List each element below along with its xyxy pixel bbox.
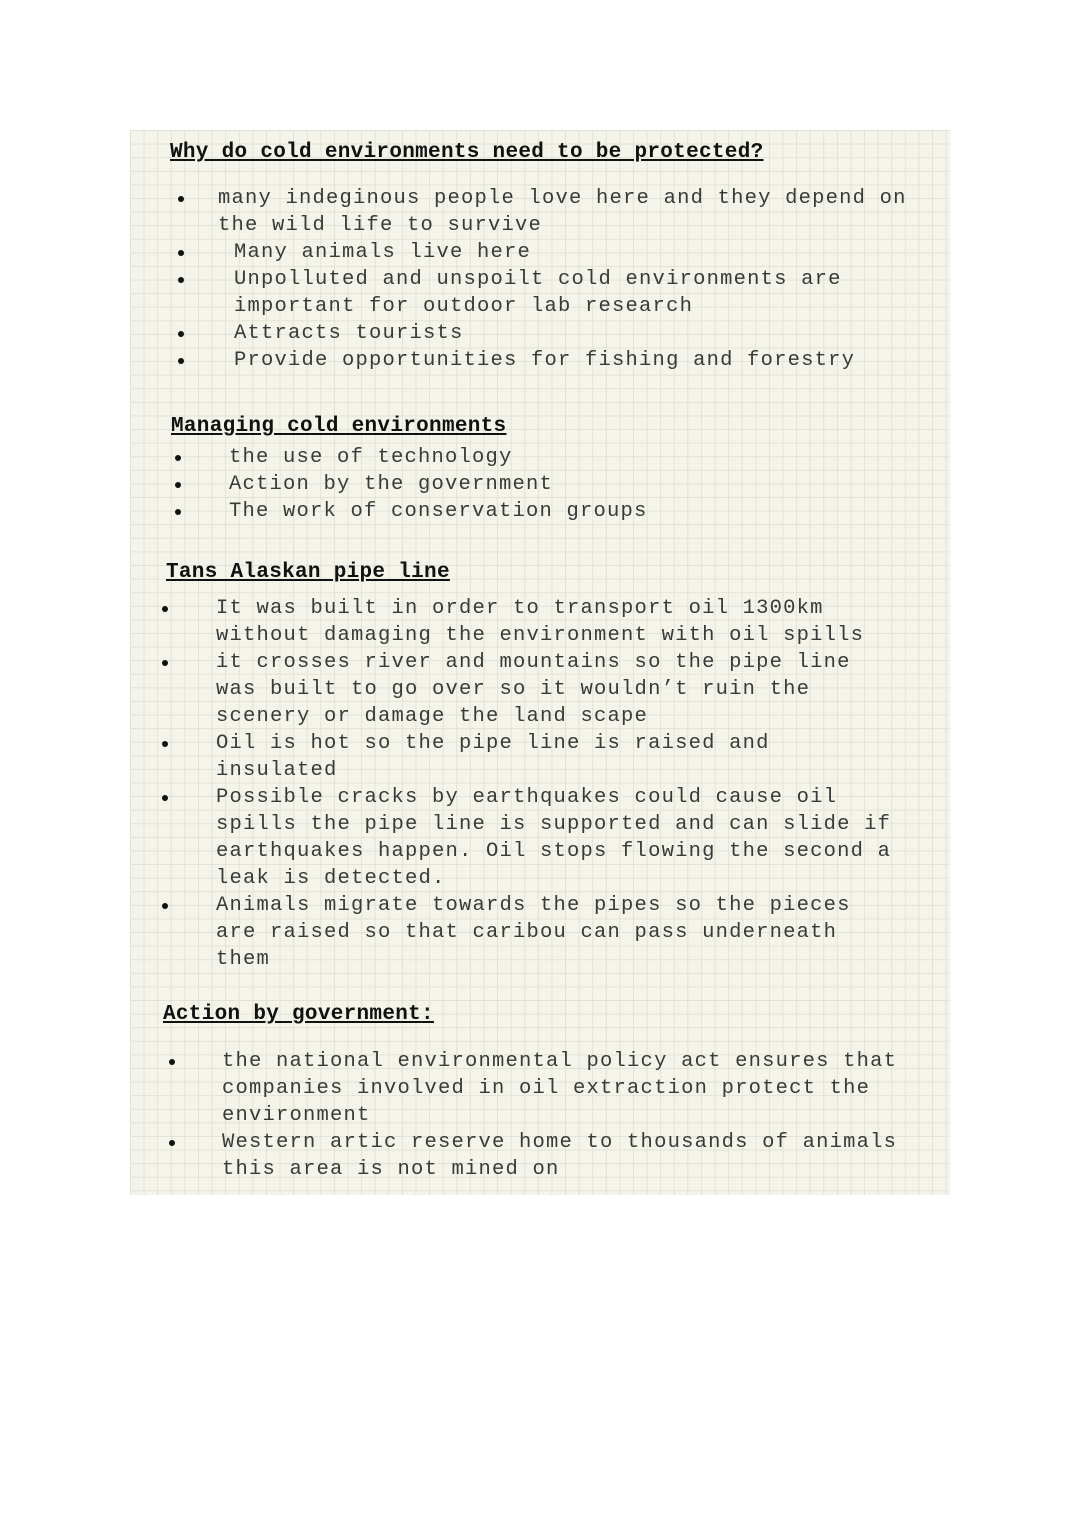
list-item-text: many indeginous people love here and they depend on the wild life to survive xyxy=(218,187,907,237)
section-pipeline xyxy=(166,561,450,584)
list-item xyxy=(162,730,891,784)
bullet-icon xyxy=(178,358,184,364)
list-item xyxy=(162,892,891,973)
list-item xyxy=(162,595,891,649)
bullet-icon xyxy=(178,277,184,283)
section-heading-text: Action by government xyxy=(163,1003,422,1026)
bullet-icon xyxy=(162,606,168,612)
section-heading xyxy=(163,1003,434,1026)
list-item xyxy=(178,266,907,320)
list-item-text: Action by the government xyxy=(229,473,554,496)
list-item xyxy=(178,239,907,266)
bullet-list-government xyxy=(169,1048,897,1183)
list-item xyxy=(175,444,648,471)
list-item-text: Provide opportunities for fishing and forestry xyxy=(234,349,856,372)
list-item-text: Oil is hot so the pipe line is raised and insulated xyxy=(216,732,770,782)
section-why-protect xyxy=(170,141,764,164)
list-item xyxy=(169,1129,897,1183)
list-item-text: it crosses river and mountains so the pipe line was built to go over so it wouldn’t ruin the scenery or damage the land scape xyxy=(216,651,851,728)
list-item-text: the use of technology xyxy=(229,446,513,469)
bullet-list-managing xyxy=(175,444,648,525)
bullet-icon xyxy=(178,196,184,202)
bullet-icon xyxy=(162,741,168,747)
list-item-text: Unpolluted and unspoilt cold environments are important for outdoor lab research xyxy=(234,268,842,318)
bullet-icon xyxy=(169,1140,175,1146)
bullet-icon xyxy=(175,455,181,461)
bullet-icon xyxy=(175,482,181,488)
heading-suffix: : xyxy=(421,1003,434,1026)
bullet-icon xyxy=(162,660,168,666)
list-item-text: Attracts tourists xyxy=(234,322,464,345)
list-item xyxy=(178,347,907,374)
list-item xyxy=(175,498,648,525)
bullet-icon xyxy=(162,795,168,801)
section-heading: Why do cold environments need to be protected? xyxy=(170,141,764,164)
bullet-icon xyxy=(162,903,168,909)
list-item-text: It was built in order to transport oil 1300km without damaging the environment with oil spills xyxy=(216,597,865,647)
bullet-icon xyxy=(169,1059,175,1065)
section-government xyxy=(163,1003,434,1026)
list-item-text: Western artic reserve home to thousands of animals this area is not mined on xyxy=(222,1131,898,1181)
bullet-icon xyxy=(175,509,181,515)
list-item xyxy=(162,649,891,730)
list-item xyxy=(169,1048,897,1129)
section-heading: Tans Alaskan pipe line xyxy=(166,561,450,584)
bullet-list-why-protect xyxy=(178,185,907,374)
list-item-text: Many animals live here xyxy=(234,241,532,264)
list-item xyxy=(178,320,907,347)
list-item-text: the national environmental policy act ensures that companies involved in oil extraction protect the environment xyxy=(222,1050,898,1127)
list-item xyxy=(175,471,648,498)
section-managing xyxy=(171,415,506,438)
list-item-text: Possible cracks by earthquakes could cause oil spills the pipe line is supported and can slide if earthquakes happen. Oil stops flowing the second a leak is detected. xyxy=(216,786,892,890)
section-heading: Managing cold environments xyxy=(171,415,507,438)
list-item xyxy=(162,784,891,892)
list-item xyxy=(178,185,907,239)
list-item-text: The work of conservation groups xyxy=(229,500,648,523)
bullet-icon xyxy=(178,250,184,256)
bullet-icon xyxy=(178,331,184,337)
list-item-text: Animals migrate towards the pipes so the pieces are raised so that caribou can pass underneath them xyxy=(216,894,851,971)
bullet-list-pipeline xyxy=(162,595,891,973)
